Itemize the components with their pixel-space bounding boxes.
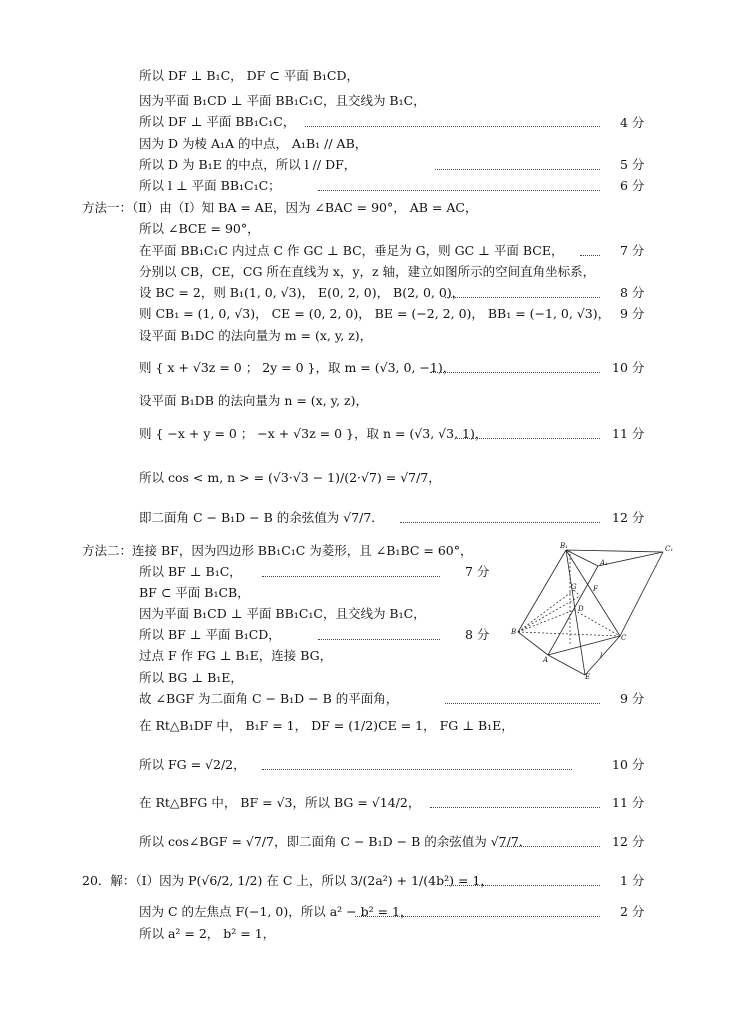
label-e: E	[585, 673, 591, 680]
line-16	[139, 426, 487, 442]
line-text: 在 Rt△BFG 中， BF = √3，所以 BG = √14/2，	[139, 795, 421, 810]
score-mark: 9 分	[620, 691, 645, 706]
line-text: 因为 D 为棱 A₁A 的中点， A₁B₁ // AB，	[139, 136, 368, 151]
line-24	[139, 648, 332, 664]
label-d: D	[578, 605, 584, 613]
line-20	[139, 564, 242, 580]
line-29	[139, 795, 420, 811]
line-7	[82, 200, 477, 216]
line-text: 则 { x + √3z = 0 ； 2y = 0 }，取 m = (√3, 0, −1)，	[139, 360, 456, 375]
line-30	[139, 834, 531, 850]
line-text: 在平面 BB₁C₁C 内过点 C 作 GC ⊥ BC，垂足为 G，则 GC ⊥ 平面 BCE，	[139, 243, 564, 258]
line-text: 设 BC = 2，则 B₁(1, 0, √3)， E(0, 2, 0)， B(2, 0, 0)，	[139, 285, 465, 300]
line-28	[139, 757, 246, 773]
line-text: 因为 C 的左焦点 F(−1, 0)，所以 a² − b² = 1，	[139, 904, 413, 919]
label-c1: C₁	[665, 545, 674, 553]
line-text: 因为平面 B₁CD ⊥ 平面 BB₁C₁C，且交线为 B₁C，	[139, 606, 426, 621]
dot-leader	[435, 169, 600, 170]
score-mark: 10 分	[612, 360, 645, 375]
score-mark: 4 分	[620, 115, 645, 130]
line-8	[139, 221, 260, 237]
line-26	[139, 691, 398, 707]
line-text: 所以 l ⊥ 平面 BB₁C₁C；	[139, 178, 281, 193]
line-12	[139, 306, 610, 322]
label-c: C	[621, 634, 627, 642]
line-text: 所以 D 为 B₁E 的中点，所以 l // DF，	[139, 157, 357, 172]
line-text: 故 ∠BGF 为二面角 C − B₁D − B 的平面角，	[139, 691, 399, 706]
dot-leader	[430, 372, 600, 373]
line-text: 分别以 CB，CE，CG 所在直线为 x，y，z 轴，建立如图所示的空间直角坐标系，	[139, 264, 596, 279]
dot-leader	[445, 703, 600, 704]
line-11	[139, 285, 464, 301]
score-mark: 1 分	[620, 873, 645, 888]
score-mark: 7 分	[620, 243, 645, 258]
dot-leader	[430, 807, 600, 808]
line-27	[139, 718, 514, 734]
score-mark: 10 分	[612, 757, 645, 772]
score-mark: 12 分	[612, 510, 645, 525]
score-mark: 11 分	[612, 795, 645, 810]
score-mark: 5 分	[620, 157, 645, 172]
line-3	[139, 114, 295, 130]
line-31	[82, 873, 493, 889]
line-4	[139, 136, 367, 152]
dot-leader	[262, 769, 572, 770]
line-text: 所以 DF ⊥ 平面 BB₁C₁C，	[139, 114, 296, 129]
dot-leader	[580, 255, 600, 256]
line-text: BF ⊂ 平面 B₁CB，	[139, 585, 250, 600]
dot-leader	[455, 438, 600, 439]
label-a1: A₁	[600, 559, 608, 567]
dot-leader	[305, 126, 600, 127]
label-f: F	[593, 585, 598, 593]
dot-leader	[445, 297, 600, 298]
score-mark: 2 分	[620, 904, 645, 919]
line-33	[139, 926, 275, 942]
line-25	[139, 670, 243, 686]
line-text: 设平面 B₁DC 的法向量为 m = (x, y, z)，	[139, 328, 373, 343]
dot-leader	[445, 885, 600, 886]
line-1	[139, 68, 359, 84]
line-text: 设平面 B₁DB 的法向量为 n = (x, y, z)，	[139, 393, 368, 408]
label-b1: B₁	[560, 542, 568, 550]
line-32	[139, 904, 412, 920]
line-text: 过点 F 作 FG ⊥ B₁E，连接 BG，	[139, 648, 333, 663]
score-mark: 8 分	[465, 627, 490, 642]
line-6	[139, 178, 281, 194]
line-text: 所以 BG ⊥ B₁E，	[139, 670, 243, 685]
line-19	[82, 543, 473, 559]
line-text: 方法一：（Ⅱ）由（Ⅰ）知 BA = AE，因为 ∠BAC = 90°， AB = AC，	[82, 200, 478, 215]
label-b: B	[511, 628, 517, 636]
score-mark: 9 分	[620, 306, 645, 321]
line-text: 20．解：（Ⅰ）因为 P(√6/2, 1/2) 在 C 上，所以 3/(2a²) + 1/(4b²) = 1，	[82, 873, 493, 888]
line-15	[139, 393, 368, 409]
label-g: G	[571, 583, 577, 591]
dot-leader	[400, 522, 600, 523]
dot-leader	[355, 916, 600, 917]
dot-leader	[318, 639, 440, 640]
line-text: 所以 DF ⊥ B₁C， DF ⊂ 平面 B₁CD，	[139, 68, 359, 83]
line-13	[139, 328, 372, 344]
line-text: 方法二：连接 BF，因为四边形 BB₁C₁C 为菱形，且 ∠B₁BC = 60°，	[82, 543, 473, 558]
line-18	[139, 510, 384, 526]
score-mark: 6 分	[620, 178, 645, 193]
label-l: l	[600, 652, 603, 660]
line-9	[139, 243, 563, 259]
label-a: A	[543, 656, 549, 664]
line-text: 则 CB₁ = (1, 0, √3)， CE = (0, 2, 0)， BE = (−2, 2, 0)， BB₁ = (−1, 0, √3)，	[139, 306, 611, 321]
line-text: 所以 ∠BCE = 90°，	[139, 221, 260, 236]
line-text: 所以 a² = 2， b² = 1，	[139, 926, 276, 941]
score-mark: 8 分	[620, 285, 645, 300]
line-text: 则 { −x + y = 0 ； −x + √3z = 0 }，取 n = (√3, √3, 1)，	[139, 426, 488, 441]
dot-leader	[500, 846, 600, 847]
score-mark: 12 分	[612, 834, 645, 849]
line-text: 即二面角 C − B₁D − B 的余弦值为 √7/7．	[139, 510, 384, 525]
line-text: 所以 cos < m, n > = (√3·√3 − 1)/(2·√7) = √7/7，	[139, 470, 441, 485]
score-mark: 11 分	[612, 426, 645, 441]
line-text: 所以 BF ⊥ 平面 B₁CD，	[139, 627, 281, 642]
dot-leader	[318, 190, 600, 191]
line-text: 在 Rt△B₁DF 中， B₁F = 1， DF = (1/2)CE = 1， FG ⊥ B₁E，	[139, 718, 514, 733]
line-text: 因为平面 B₁CD ⊥ 平面 BB₁C₁C，且交线为 B₁C，	[139, 93, 426, 108]
line-22	[139, 606, 426, 622]
geometry-figure	[508, 540, 680, 680]
dot-leader	[262, 576, 440, 577]
line-text: 所以 FG = √2/2，	[139, 757, 246, 772]
line-17	[139, 470, 441, 486]
line-2	[139, 93, 426, 109]
line-14	[139, 360, 455, 376]
line-text: 所以 cos∠BGF = √7/7，即二面角 C − B₁D − B 的余弦值为 √7/7．	[139, 834, 532, 849]
line-23	[139, 627, 281, 643]
line-21	[139, 585, 250, 601]
line-5	[139, 157, 356, 173]
line-text: 所以 BF ⊥ B₁C，	[139, 564, 242, 579]
line-10	[139, 264, 595, 280]
score-mark: 7 分	[465, 564, 490, 579]
